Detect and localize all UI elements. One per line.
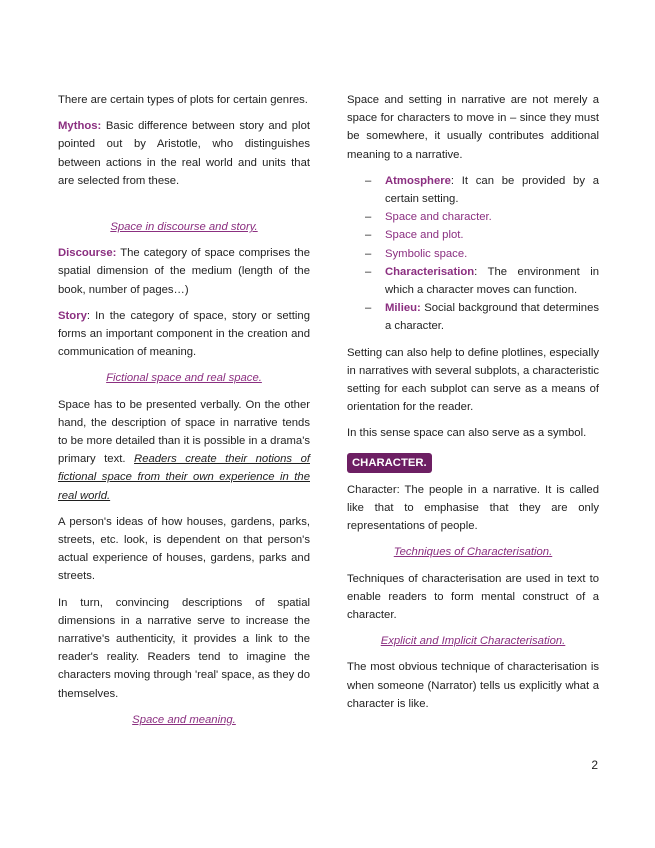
symbolic-space-item: Symbolic space.	[385, 247, 468, 260]
list-item	[365, 299, 599, 335]
heading-space-discourse-story: Space in discourse and story.	[110, 221, 258, 234]
symbol-paragraph: In this sense space can also serve as a symbol.	[347, 427, 587, 440]
mythos-text: Basic difference between story and plot pointed out by Aristotle, who distinguishes between actions in the real world and units that are selected from these.	[58, 120, 310, 187]
space-verbal-emphasis: Readers create their notions of fictional space from their own experience in the real world.	[58, 453, 310, 502]
atmosphere-text: : It can be provided by a certain setting.	[385, 174, 599, 206]
mythos-term: Mythos:	[58, 120, 102, 133]
characterisation-text: : The environment in which a character moves can function.	[385, 265, 599, 297]
dash-marker: –	[365, 174, 372, 187]
mythos-paragraph	[58, 117, 310, 190]
space-verbal-paragraph	[58, 396, 310, 505]
person-ideas-paragraph: A person's ideas of how houses, gardens, parks, streets, etc. look, is dependent on that person's actual experience of houses, gardens, parks and streets.	[58, 515, 310, 583]
list-item	[365, 263, 599, 299]
heading-techniques: Techniques of Characterisation.	[393, 546, 553, 559]
discourse-paragraph	[58, 244, 310, 299]
story-text: : In the category of space, story or setting forms an important component in the creation and communication of meaning.	[58, 309, 310, 359]
obvious-technique-paragraph: The most obvious technique of characterisation is when someone (Narrator) tells us explicitly what a character is like.	[347, 661, 599, 710]
space-plot-item: Space and plot.	[385, 229, 464, 242]
story-paragraph	[58, 307, 310, 362]
heading-fictional-real-space: Fictional space and real space.	[106, 372, 262, 385]
left-column	[58, 91, 310, 737]
character-badge: CHARACTER.	[347, 453, 432, 473]
space-verbal-text: Space has to be presented verbally. On the other hand, the description of space in narrative tends to be more detailed than it is possible in a drama's primary text.	[58, 398, 310, 466]
discourse-text: The category of space comprises the spatial dimension of the medium (length of the book, number of pages…)	[58, 247, 310, 296]
characterisation-term: Characterisation	[385, 265, 475, 278]
page-number: 2	[591, 758, 598, 772]
heading-space-meaning: Space and meaning.	[132, 713, 236, 726]
discourse-term: Discourse:	[58, 247, 117, 260]
dash-marker: –	[365, 211, 372, 224]
genres-paragraph: There are certain types of plots for certain genres.	[58, 94, 308, 106]
dash-marker: –	[365, 302, 372, 315]
heading-explicit-implicit: Explicit and Implicit Characterisation.	[380, 635, 566, 648]
right-column	[347, 91, 599, 721]
story-term: Story	[58, 309, 87, 322]
setting-intro-paragraph: Space and setting in narrative are not merely a space for characters to move in – since they must be somewhere, it usually contributes additional meaning to a narrative.	[347, 94, 599, 161]
character-paragraph: Character: The people in a narrative. It is called like that to emphasise that they are only representations of people.	[347, 483, 599, 533]
setting-plotlines-paragraph: Setting can also help to define plotlines, especially in narratives with several subplots, a characteristic setting for each subplot can serve as a means of orientation for the reader.	[347, 346, 599, 414]
authenticity-paragraph: In turn, convincing descriptions of spatial dimensions in a narrative serve to increase the narrative's authenticity, it provides a link to the reader's reality. Readers tend to imagine the characters moving through 'real' space, as they do themselves.	[58, 596, 310, 700]
atmosphere-term: Atmosphere	[385, 174, 451, 187]
list-item	[365, 172, 599, 208]
setting-functions-list	[347, 172, 599, 336]
list-item	[365, 245, 599, 263]
dash-marker: –	[365, 247, 372, 260]
dash-marker: –	[365, 229, 372, 242]
milieu-text: Social background that determines a character.	[385, 302, 599, 333]
space-character-item: Space and character.	[385, 211, 492, 224]
list-item	[365, 226, 599, 244]
dash-marker: –	[365, 265, 372, 278]
milieu-term: Milieu:	[385, 302, 421, 315]
techniques-paragraph: Techniques of characterisation are used in text to enable readers to form mental construct of a character.	[347, 572, 599, 622]
list-item	[365, 208, 599, 226]
